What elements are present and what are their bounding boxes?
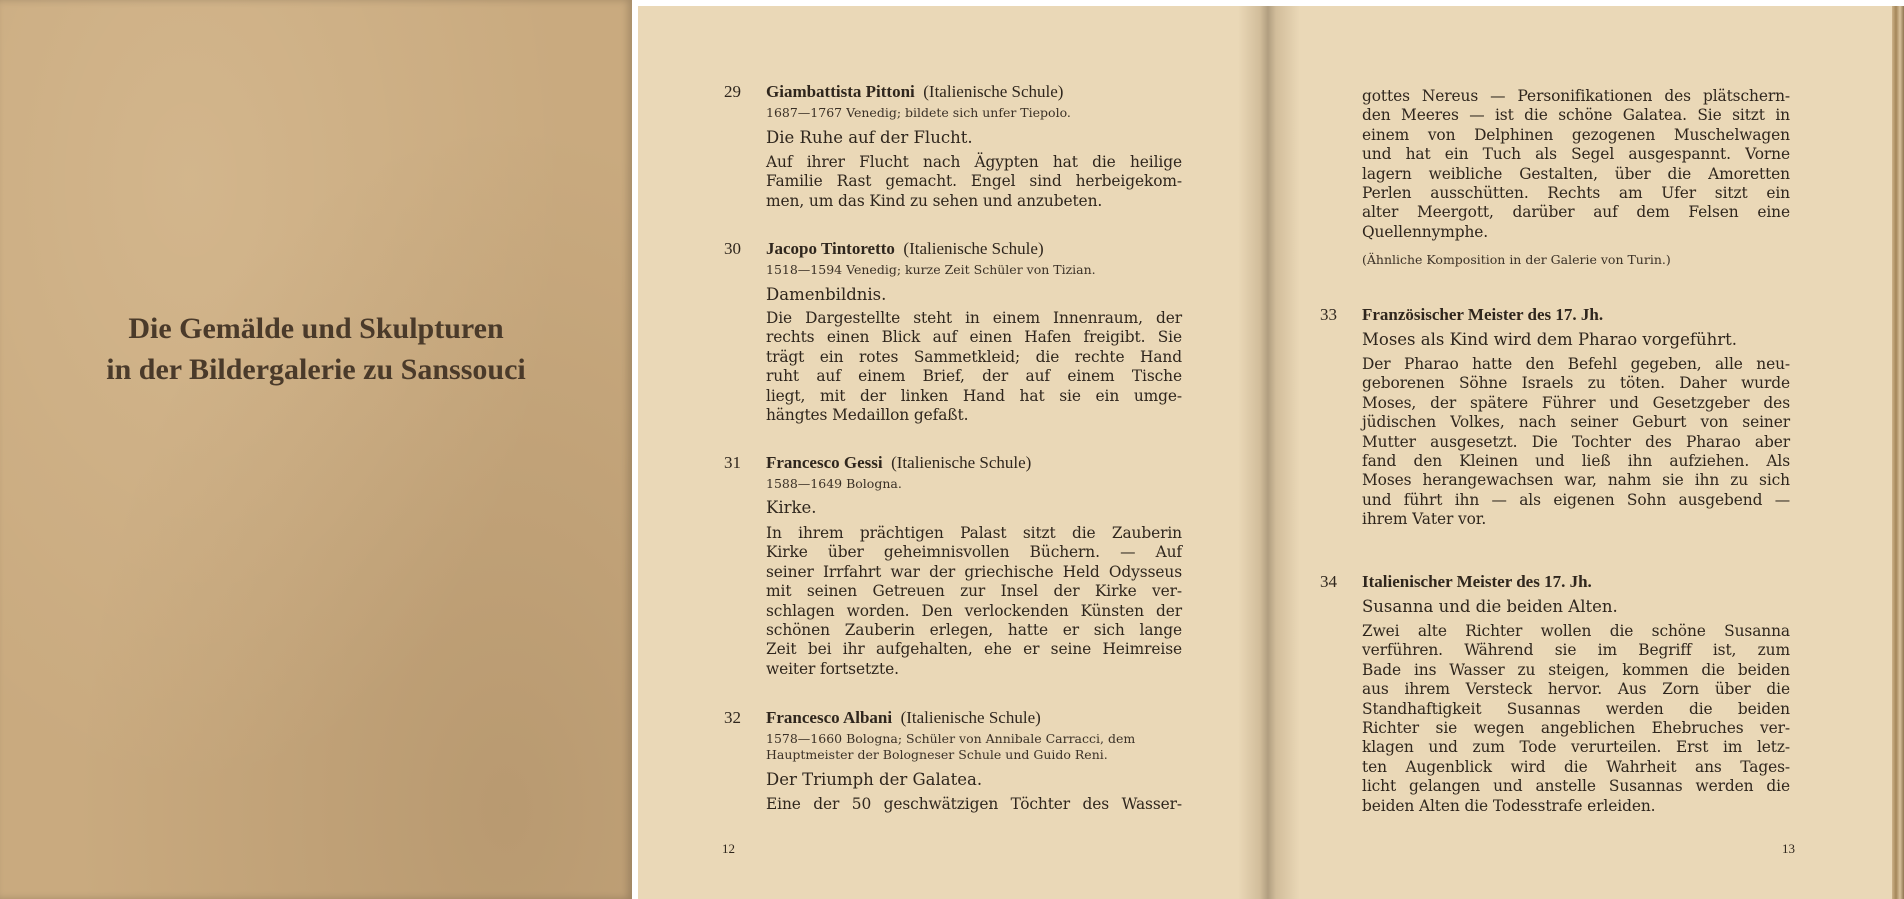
text-line: alter Meergott, darüber auf dem Felsen eine [1362,203,1790,222]
artist-name: Francesco Albani [766,708,893,727]
text-line: einem von Delphinen gezogenen Muschelwagen [1362,125,1790,144]
text-line: jüdischen Volkes, nach seiner Geburt von seiner [1362,413,1790,432]
entry-description [766,795,1182,814]
text-line: weiter fortsetzte. [766,659,899,678]
school-label: (Italienische Schule) [891,453,1032,472]
text-line: men, um das Kind zu sehen und anzubeten. [766,191,1103,210]
entry-heading [766,82,1063,102]
entry-number: 32 [724,708,741,727]
painting-title: Susanna und die beiden Alten. [1362,597,1618,616]
artist-dates: 1687—1767 Venedig; bildete sich unfer Tiepolo. [766,105,1071,120]
artist-dates: Hauptmeister der Bologneser Schule und Guido Reni. [766,747,1108,762]
school-label: (Italienische Schule) [900,708,1041,727]
entry-heading [766,453,1031,473]
entry-description [766,524,1182,679]
text-line: Familie Rast gemacht. Engel sind herbeigekom- [766,172,1182,191]
text-line: lagern weibliche Gestalten, über die Amoretten [1362,164,1790,183]
school-label: (Italienische Schule) [923,82,1064,101]
text-line: Bade ins Wasser zu steigen, kommen die beiden [1362,660,1790,679]
entry-number: 29 [724,82,741,101]
artist-dates: 1518—1594 Venedig; kurze Zeit Schüler von Tizian. [766,262,1096,277]
text-line: hängtes Medaillon gefaßt. [766,406,969,425]
text-line: gottes Nereus — Personifikationen des plätschern- [1362,87,1790,105]
entry-heading [1362,572,1592,592]
text-line: trägt ein rotes Sammetkleid; die rechte Hand [766,347,1182,366]
text-line: Die Dargestellte steht in einem Innenraum, der [766,309,1182,327]
text-line: und hat ein Tuch als Segel ausgespannt. Vorne [1362,145,1790,164]
painting-title: Damenbildnis. [766,285,887,304]
entry-number: 30 [724,239,741,258]
text-line: schlagen worden. Den verlockenden Künsten der [766,601,1182,620]
artist-name: Jacopo Tintoretto [766,239,895,258]
text-line: ten Augenblick wird die Wahrheit ans Tages- [1362,757,1790,776]
text-line: ruht auf einem Brief, der auf einem Tische [766,367,1182,386]
entry-heading [1362,305,1603,325]
booklet-cover [0,0,632,899]
text-line: geborenen Söhne Israels zu töten. Daher wurde [1362,374,1790,393]
artist-name: Francesco Gessi [766,453,883,472]
text-line: Eine der 50 geschwätzigen Töchter des Wasser- [766,795,1182,813]
text-line: Quellennymphe. [1362,222,1489,241]
page-edges [1892,6,1904,899]
text-line: Mutter ausgesetzt. Die Tochter des Pharao aber [1362,432,1790,451]
text-line: Der Pharao hatte den Befehl gegeben, alle neu- [1362,355,1790,373]
entry-number: 33 [1320,305,1337,324]
text-line: liegt, mit der linken Hand hat sie ein umge- [766,386,1182,405]
text-line: seiner Irrfahrt war der griechische Held Odysseus [766,562,1182,581]
entry-description [1362,622,1790,816]
painting-title: Moses als Kind wird dem Pharao vorgeführt. [1362,330,1738,349]
cover-title [0,308,632,390]
text-line: Zwei alte Richter wollen die schöne Susanna [1362,622,1790,640]
text-line: und führt ihn — als eigenen Sohn ausgebend — [1362,490,1790,509]
school-label: (Italienische Schule) [903,239,1044,258]
entry-heading [766,239,1044,259]
text-line: Auf ihrer Flucht nach Ägypten hat die heilige [766,153,1182,171]
painting-title: Kirke. [766,498,817,517]
painting-title: Der Triumph der Galatea. [766,770,983,789]
cover-title-line-2: in der Bildergalerie zu Sanssouci [106,353,526,386]
text-line: mit seinen Getreuen zur Insel der Kirke ver- [766,582,1182,601]
artist-name: Giambattista Pittoni [766,82,915,101]
text-line: den Meeres — ist die schöne Galatea. Sie sitzt in [1362,106,1790,125]
artist-name: Französischer Meister des 17. Jh. [1362,305,1604,324]
comparison-note: (Ähnliche Komposition in der Galerie von Turin.) [1362,252,1671,267]
text-line: Moses herangewachsen war, nahm sie ihn zu sich [1362,471,1790,490]
text-line: ihrem Vater vor. [1362,510,1487,529]
entry-description [1362,355,1790,530]
page-number: 12 [722,841,735,856]
text-line: beiden Alten die Todesstrafe erleiden. [1362,796,1656,815]
text-line: fand den Kleinen und ließ ihn aufziehen. Als [1362,452,1790,471]
text-line: Moses, der spätere Führer und Gesetzgeber des [1362,393,1790,412]
text-line: Zeit bei ihr aufgehalten, ehe er seine Heimreise [766,640,1182,659]
artist-name: Italienischer Meister des 17. Jh. [1362,572,1592,591]
page-number: 13 [1782,841,1795,856]
text-line: licht gelangen und anstelle Susannas werden die [1362,777,1790,796]
artist-dates: 1578—1660 Bologna; Schüler von Annibale Carracci, dem [766,731,1136,746]
text-line: Richter sie wegen angeblichen Ehebruches ver- [1362,719,1790,738]
text-line: aus ihrem Versteck hervor. Aus Zorn über die [1362,680,1790,699]
text-line: In ihrem prächtigen Palast sitzt die Zauberin [766,524,1182,542]
text-line: Kirke über geheimnisvollen Büchern. — Auf [766,543,1182,562]
entry-description [766,153,1182,211]
entry-32-continuation [1362,87,1790,242]
text-line: rechts einen Blick auf einen Hafen freigibt. Sie [766,328,1182,347]
entry-heading [766,708,1041,728]
text-line: schönen Zauberin erlegen, hatte er sich lange [766,621,1182,640]
text-line: klagen und zum Tode verurteilen. Erst im letz- [1362,738,1790,757]
painting-title: Die Ruhe auf der Flucht. [766,128,973,147]
text-line: verführen. Während sie im Begriff ist, zum [1362,641,1790,660]
text-line: Standhaftigkeit Susannas werden die beiden [1362,699,1790,718]
text-line: Perlen ausschütten. Rechts am Ufer sitzt ein [1362,184,1790,203]
entry-number: 34 [1320,572,1337,591]
artist-dates: 1588—1649 Bologna. [766,476,902,491]
cover-title-line-1: Die Gemälde und Skulpturen [128,312,504,345]
open-spread [638,6,1904,899]
entry-description [766,309,1182,425]
entry-number: 31 [724,453,741,472]
